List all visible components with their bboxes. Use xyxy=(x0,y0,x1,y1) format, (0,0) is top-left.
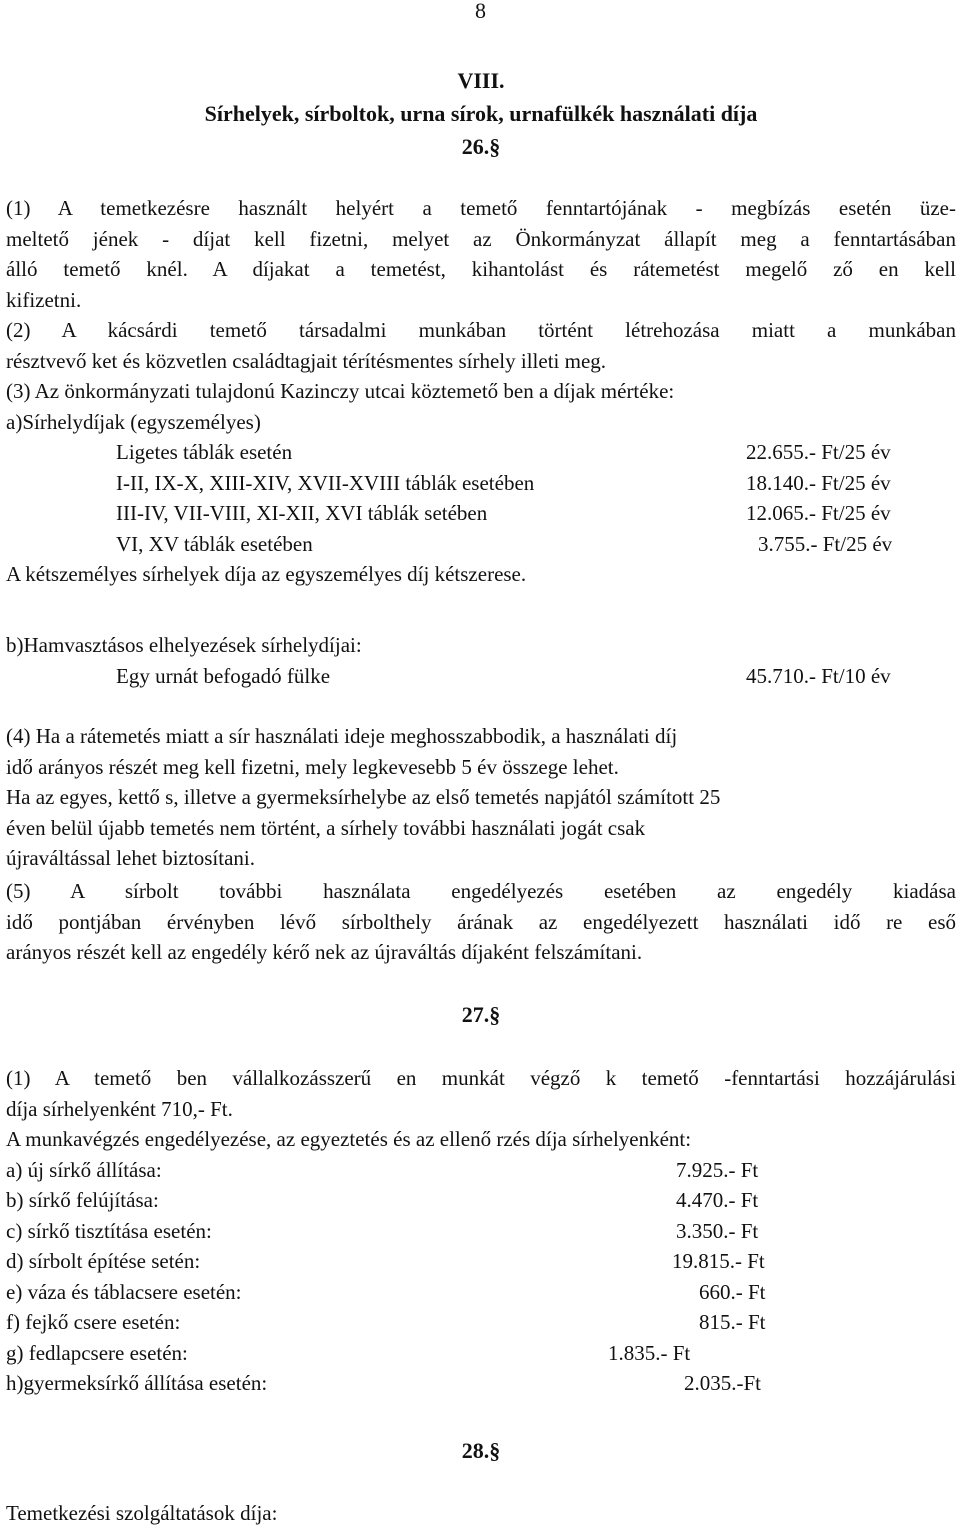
fee-label: d) sírbolt építése setén: xyxy=(6,1249,201,1273)
paragraph-line: idő pontjában érvényben lévő sírbolthely árának az engedélyezett használati idő re eső xyxy=(6,909,956,934)
paragraph-line: (5) A sírbolt további használata engedélyezés esetében az engedély kiadása xyxy=(6,879,956,903)
paragraph-line: (1) A temető ben vállalkozásszerű en munkát végző k temető -fenntartási hozzájárulási xyxy=(6,1066,956,1090)
fee-label: Egy urnát befogadó fülke xyxy=(116,663,331,688)
fee-value: 19.815.- Ft xyxy=(672,1249,765,1273)
section-26-paragraph-5 xyxy=(6,876,956,968)
fee-row xyxy=(6,1155,956,1186)
section-26-paragraph-1 xyxy=(6,193,956,315)
fee-row xyxy=(6,1368,956,1399)
section-28-line xyxy=(6,1498,956,1529)
paragraph-line: Ha az egyes, kettő s, illetve a gyermeksírhelybe az első temetés napjától számított 25 xyxy=(6,785,721,809)
fee-group-b xyxy=(6,630,956,691)
paragraph-line: (4) Ha a rátemetés miatt a sír használati ideje meghosszabbodik, a használati díj xyxy=(6,724,678,748)
chapter-title: Sírhelyek, sírboltok, urna sírok, urnafülkék használati díja xyxy=(204,101,758,126)
fee-value: 45.710.- Ft/10 év xyxy=(746,663,891,688)
fee-value: 660.- Ft xyxy=(699,1279,766,1304)
fee-row xyxy=(6,468,956,499)
fee-label: Ligetes táblák esetén xyxy=(116,440,293,464)
fee-label: III-IV, VII-VIII, XI-XII, XVI táblák setében xyxy=(116,501,488,525)
fee-list-intro: A munkavégzés engedélyezése, az egyeztetés és az ellenő rzés díja sírhelyenként: xyxy=(6,1127,692,1151)
page-number: 8 xyxy=(475,0,486,23)
fee-row xyxy=(6,1277,956,1308)
fee-label: c) sírkő tisztítása esetén: xyxy=(6,1218,212,1243)
paragraph-line: résztvevő ket és közvetlen családtagjait térítésmentes sírhely illeti meg. xyxy=(6,348,607,373)
paragraph-line: meltető jének - díjat kell fizetni, melyet az Önkormányzat állapít meg a fenntartásában xyxy=(6,226,956,251)
fee-value: 3.350.- Ft xyxy=(676,1218,759,1243)
fee-value: 18.140.- Ft/25 év xyxy=(746,470,891,495)
fee-group-b-heading: b)Hamvasztásos elhelyezések sírhelydíjai: xyxy=(6,633,362,657)
fee-value: 7.925.- Ft xyxy=(676,1157,759,1182)
section-26-heading: 26.§ xyxy=(461,134,501,159)
section-27-paragraph-1 xyxy=(6,1063,956,1399)
fee-label: e) váza és táblacsere esetén: xyxy=(6,1279,242,1304)
fee-group-a-heading: a)Sírhelydíjak (egyszemélyes) xyxy=(6,409,261,434)
fee-row xyxy=(6,661,956,692)
fee-label: b) sírkő felújítása: xyxy=(6,1188,159,1212)
fee-row xyxy=(6,529,956,560)
fee-value: 815.- Ft xyxy=(699,1310,766,1334)
section-26-paragraph-3 xyxy=(6,376,956,590)
fee-label: g) fedlapcsere esetén: xyxy=(6,1340,188,1365)
fee-label: VI, XV táblák esetében xyxy=(116,531,313,556)
fee-label: a) új sírkő állítása: xyxy=(6,1157,162,1182)
paragraph-line: Temetkezési szolgáltatások díja: xyxy=(6,1501,278,1525)
section-26-paragraph-2 xyxy=(6,315,956,376)
section-28-heading: 28.§ xyxy=(461,1438,501,1463)
paragraph-line: díja sírhelyenként 710,- Ft. xyxy=(6,1096,233,1121)
chapter-number: VIII. xyxy=(457,68,505,93)
fee-row xyxy=(6,1216,956,1247)
paragraph-line: újraváltással lehet biztosítani. xyxy=(6,846,256,870)
fee-label: f) fejkő csere esetén: xyxy=(6,1310,181,1334)
paragraph-line: (1) A temetkezésre használt helyért a temető fenntartójának - megbízás esetén üze- xyxy=(6,196,956,220)
fee-row xyxy=(6,1246,956,1277)
paragraph-line: kifizetni. xyxy=(6,287,82,312)
fee-row xyxy=(6,1185,956,1216)
fee-note: A kétszemélyes sírhelyek díja az egyszemélyes díj kétszerese. xyxy=(6,562,527,586)
paragraph-line: éven belül újabb temetés nem történt, a sírhely további használati jogát csak xyxy=(6,815,646,840)
paragraph-line: (2) A kácsárdi temető társadalmi munkában történt létrehozása miatt a munkában xyxy=(6,318,956,342)
fee-value: 1.835.- Ft xyxy=(608,1340,691,1365)
paragraph-line: arányos részét kell az engedély kérő nek az újraváltás díjaként felszámítani. xyxy=(6,940,643,964)
fee-value: 12.065.- Ft/25 év xyxy=(746,501,891,525)
section-26-paragraph-4 xyxy=(6,721,956,874)
fee-value: 3.755.- Ft/25 év xyxy=(758,531,893,556)
paragraph-line: idő arányos részét meg kell fizetni, mely legkevesebb 5 év összege lehet. xyxy=(6,754,619,779)
fee-label: h)gyermeksírkő állítása esetén: xyxy=(6,1371,268,1395)
fee-row xyxy=(6,498,956,529)
fee-label: I-II, IX-X, XIII-XIV, XVII-XVIII táblák esetében xyxy=(116,470,535,495)
fee-row xyxy=(6,1307,956,1338)
paragraph-line: álló temető knél. A díjakat a temetést, kihantolást és rátemetést megelő ző en kell xyxy=(6,257,956,281)
fee-row xyxy=(6,437,956,468)
fee-row xyxy=(6,1338,956,1369)
fee-value: 2.035.-Ft xyxy=(684,1371,762,1395)
fee-value: 22.655.- Ft/25 év xyxy=(746,440,891,464)
paragraph-line: (3) Az önkormányzati tulajdonú Kazinczy utcai köztemető ben a díjak mértéke: xyxy=(6,379,675,403)
section-27-heading: 27.§ xyxy=(461,1002,501,1027)
fee-value: 4.470.- Ft xyxy=(676,1188,759,1212)
